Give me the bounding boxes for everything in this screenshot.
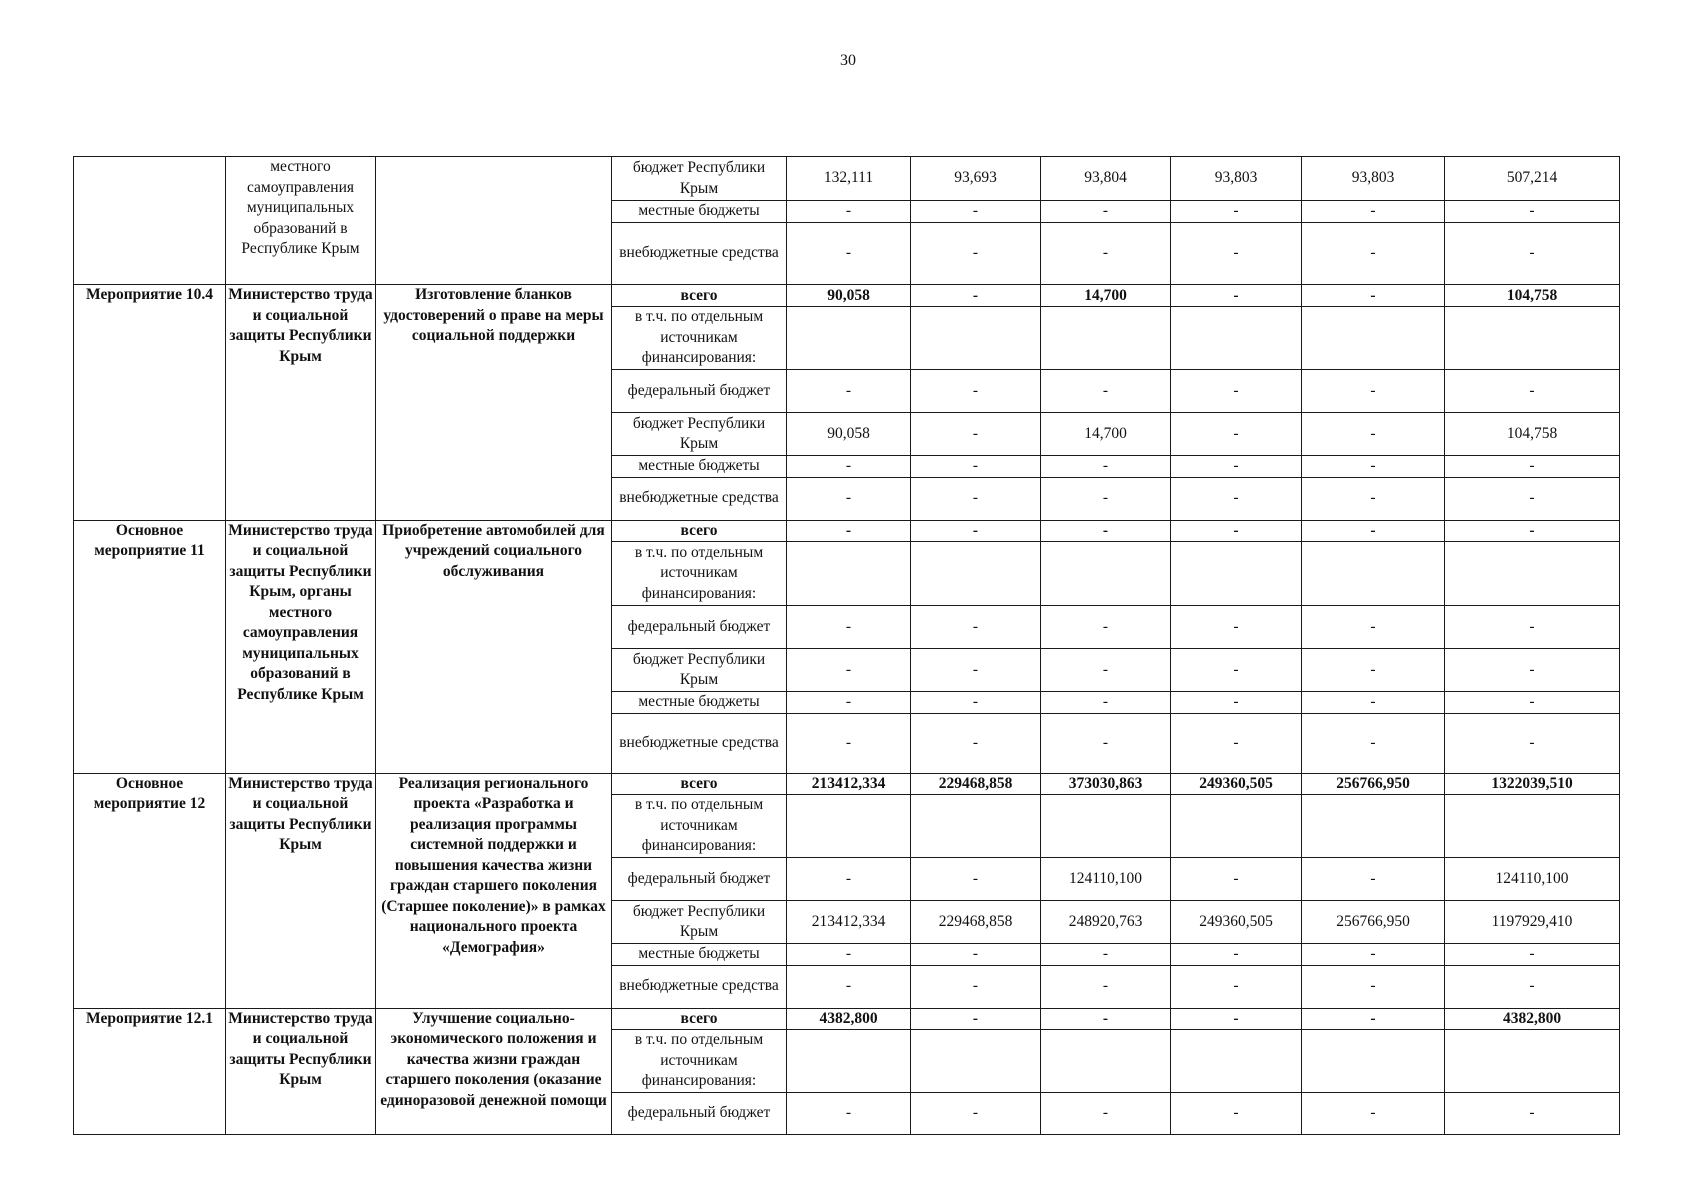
year-value-cell: -: [1041, 223, 1171, 285]
funding-source-cell: всего: [612, 520, 787, 542]
funding-source-cell: всего: [612, 1008, 787, 1030]
year-value-cell: -: [1302, 858, 1445, 901]
total-value-cell: -: [1445, 965, 1620, 1008]
year-value-cell: -: [1302, 649, 1445, 692]
funding-source-cell: бюджет Республики Крым: [612, 413, 787, 456]
year-value-cell: 4382,800: [787, 1008, 911, 1030]
year-value-cell: -: [787, 1093, 911, 1135]
year-value-cell: -: [1302, 456, 1445, 478]
funding-source-cell: в т.ч. по отдельным источникам финансирования:: [612, 542, 787, 606]
measure-cell: [74, 157, 226, 285]
page-number: 30: [840, 52, 856, 69]
year-value-cell: -: [911, 944, 1041, 966]
year-value-cell: -: [1171, 520, 1302, 542]
year-value-cell: -: [911, 713, 1041, 773]
table-body: [74, 157, 1620, 1135]
funding-source-cell: в т.ч. по отдельным источникам финансирования:: [612, 795, 787, 858]
year-value-cell: [911, 795, 1041, 858]
year-value-cell: -: [787, 858, 911, 901]
funding-source-cell: бюджет Республики Крым: [612, 157, 787, 201]
total-value-cell: 124110,100: [1445, 858, 1620, 901]
year-value-cell: 229468,858: [911, 773, 1041, 795]
total-value-cell: 4382,800: [1445, 1008, 1620, 1030]
table-row: [74, 285, 1620, 307]
year-value-cell: -: [1171, 649, 1302, 692]
year-value-cell: -: [1171, 477, 1302, 520]
year-value-cell: [1041, 795, 1171, 858]
year-value-cell: 124110,100: [1041, 858, 1171, 901]
funding-source-cell: внебюджетные средства: [612, 223, 787, 285]
year-value-cell: [911, 1030, 1041, 1093]
year-value-cell: -: [911, 285, 1041, 307]
total-value-cell: -: [1445, 713, 1620, 773]
year-value-cell: -: [1171, 285, 1302, 307]
year-value-cell: -: [1041, 713, 1171, 773]
year-value-cell: -: [911, 1093, 1041, 1135]
year-value-cell: [1041, 1030, 1171, 1093]
measure-cell: Основное мероприятие 11: [74, 520, 226, 773]
funding-source-cell: в т.ч. по отдельным источникам финансирования:: [612, 307, 787, 370]
funding-source-cell: местные бюджеты: [612, 944, 787, 966]
year-value-cell: -: [1041, 201, 1171, 223]
total-value-cell: 1322039,510: [1445, 773, 1620, 795]
year-value-cell: -: [787, 223, 911, 285]
year-value-cell: -: [911, 692, 1041, 714]
year-value-cell: -: [1171, 223, 1302, 285]
year-value-cell: -: [911, 649, 1041, 692]
year-value-cell: -: [1171, 713, 1302, 773]
year-value-cell: 213412,334: [787, 773, 911, 795]
total-value-cell: -: [1445, 201, 1620, 223]
activity-name-cell: Реализация регионального проекта «Разработка и реализация программы системной поддержки и повышения качества жизни граждан старшего поколения (Старшее поколение)» в рамках национального проекта «Демография»: [376, 773, 612, 1008]
measure-cell: Мероприятие 10.4: [74, 285, 226, 521]
year-value-cell: -: [1041, 477, 1171, 520]
total-value-cell: 507,214: [1445, 157, 1620, 201]
funding-source-cell: бюджет Республики Крым: [612, 649, 787, 692]
year-value-cell: -: [1302, 201, 1445, 223]
executor-cell: местного самоуправления муниципальных образований в Республике Крым: [226, 157, 376, 285]
year-value-cell: -: [1302, 223, 1445, 285]
year-value-cell: -: [1171, 858, 1302, 901]
year-value-cell: [1302, 1030, 1445, 1093]
executor-cell: Министерство труда и социальной защиты Республики Крым, органы местного самоуправления муниципальных образований в Республике Крым: [226, 520, 376, 773]
year-value-cell: -: [911, 520, 1041, 542]
year-value-cell: 373030,863: [1041, 773, 1171, 795]
year-value-cell: [1171, 1030, 1302, 1093]
year-value-cell: 249360,505: [1171, 773, 1302, 795]
funding-source-cell: местные бюджеты: [612, 692, 787, 714]
total-value-cell: -: [1445, 649, 1620, 692]
funding-table: [73, 156, 1620, 1135]
year-value-cell: -: [1302, 413, 1445, 456]
total-value-cell: [1445, 307, 1620, 370]
year-value-cell: -: [1302, 965, 1445, 1008]
year-value-cell: 249360,505: [1171, 901, 1302, 944]
total-value-cell: [1445, 1030, 1620, 1093]
table-row: [74, 773, 1620, 795]
total-value-cell: -: [1445, 520, 1620, 542]
total-value-cell: 104,758: [1445, 413, 1620, 456]
year-value-cell: -: [1171, 413, 1302, 456]
table-row: [74, 157, 1620, 201]
total-value-cell: -: [1445, 477, 1620, 520]
year-value-cell: [1302, 307, 1445, 370]
measure-cell: Основное мероприятие 12: [74, 773, 226, 1008]
total-value-cell: 1197929,410: [1445, 901, 1620, 944]
year-value-cell: -: [911, 965, 1041, 1008]
total-value-cell: -: [1445, 692, 1620, 714]
year-value-cell: [1302, 795, 1445, 858]
funding-source-cell: федеральный бюджет: [612, 858, 787, 901]
year-value-cell: -: [1041, 965, 1171, 1008]
funding-source-cell: местные бюджеты: [612, 201, 787, 223]
funding-source-cell: всего: [612, 773, 787, 795]
year-value-cell: 256766,950: [1302, 901, 1445, 944]
total-value-cell: 104,758: [1445, 285, 1620, 307]
year-value-cell: [1041, 307, 1171, 370]
year-value-cell: 14,700: [1041, 285, 1171, 307]
funding-source-cell: федеральный бюджет: [612, 606, 787, 649]
year-value-cell: -: [787, 649, 911, 692]
year-value-cell: -: [1041, 520, 1171, 542]
activity-name-cell: Улучшение социально-экономического положения и качества жизни граждан старшего поколения (оказание единоразовой денежной помощи: [376, 1008, 612, 1135]
funding-source-cell: всего: [612, 285, 787, 307]
year-value-cell: [787, 1030, 911, 1093]
year-value-cell: -: [1302, 520, 1445, 542]
year-value-cell: [787, 795, 911, 858]
total-value-cell: -: [1445, 223, 1620, 285]
year-value-cell: -: [911, 413, 1041, 456]
year-value-cell: -: [911, 370, 1041, 413]
year-value-cell: 90,058: [787, 413, 911, 456]
year-value-cell: -: [1171, 201, 1302, 223]
total-value-cell: [1445, 542, 1620, 606]
year-value-cell: 132,111: [787, 157, 911, 201]
year-value-cell: -: [911, 606, 1041, 649]
year-value-cell: [787, 542, 911, 606]
year-value-cell: -: [1171, 606, 1302, 649]
year-value-cell: -: [1171, 944, 1302, 966]
table-row: [74, 520, 1620, 542]
year-value-cell: -: [787, 944, 911, 966]
funding-source-cell: федеральный бюджет: [612, 370, 787, 413]
year-value-cell: [911, 307, 1041, 370]
year-value-cell: [1302, 542, 1445, 606]
year-value-cell: -: [1041, 606, 1171, 649]
year-value-cell: -: [787, 370, 911, 413]
executor-cell: Министерство труда и социальной защиты Республики Крым: [226, 773, 376, 1008]
year-value-cell: -: [787, 520, 911, 542]
year-value-cell: -: [787, 713, 911, 773]
year-value-cell: -: [911, 1008, 1041, 1030]
funding-source-cell: внебюджетные средства: [612, 477, 787, 520]
year-value-cell: -: [1302, 1008, 1445, 1030]
year-value-cell: -: [1171, 1008, 1302, 1030]
funding-source-cell: внебюджетные средства: [612, 713, 787, 773]
year-value-cell: -: [911, 858, 1041, 901]
year-value-cell: -: [787, 965, 911, 1008]
year-value-cell: 213412,334: [787, 901, 911, 944]
measure-cell: Мероприятие 12.1: [74, 1008, 226, 1135]
year-value-cell: -: [787, 456, 911, 478]
year-value-cell: 14,700: [1041, 413, 1171, 456]
funding-source-cell: бюджет Республики Крым: [612, 901, 787, 944]
year-value-cell: -: [1041, 944, 1171, 966]
year-value-cell: [1171, 307, 1302, 370]
total-value-cell: -: [1445, 370, 1620, 413]
year-value-cell: -: [1171, 965, 1302, 1008]
year-value-cell: -: [911, 223, 1041, 285]
table-row: [74, 1008, 1620, 1030]
activity-name-cell: Приобретение автомобилей для учреждений социального обслуживания: [376, 520, 612, 773]
total-value-cell: -: [1445, 1093, 1620, 1135]
year-value-cell: 93,804: [1041, 157, 1171, 201]
total-value-cell: -: [1445, 944, 1620, 966]
year-value-cell: -: [1171, 370, 1302, 413]
year-value-cell: -: [1302, 285, 1445, 307]
total-value-cell: -: [1445, 606, 1620, 649]
activity-name-cell: Изготовление бланков удостоверений о праве на меры социальной поддержки: [376, 285, 612, 521]
funding-source-cell: в т.ч. по отдельным источникам финансирования:: [612, 1030, 787, 1093]
year-value-cell: [911, 542, 1041, 606]
executor-cell: Министерство труда и социальной защиты Республики Крым: [226, 285, 376, 521]
year-value-cell: -: [787, 692, 911, 714]
year-value-cell: -: [1041, 649, 1171, 692]
year-value-cell: -: [787, 201, 911, 223]
year-value-cell: -: [1041, 456, 1171, 478]
year-value-cell: -: [1302, 606, 1445, 649]
total-value-cell: -: [1445, 456, 1620, 478]
year-value-cell: -: [911, 477, 1041, 520]
year-value-cell: 229468,858: [911, 901, 1041, 944]
year-value-cell: -: [1171, 1093, 1302, 1135]
year-value-cell: 256766,950: [1302, 773, 1445, 795]
year-value-cell: -: [1302, 713, 1445, 773]
year-value-cell: -: [787, 606, 911, 649]
year-value-cell: -: [1302, 944, 1445, 966]
year-value-cell: [1171, 542, 1302, 606]
year-value-cell: 93,803: [1171, 157, 1302, 201]
funding-source-cell: федеральный бюджет: [612, 1093, 787, 1135]
year-value-cell: -: [1302, 370, 1445, 413]
year-value-cell: -: [1302, 477, 1445, 520]
year-value-cell: 93,803: [1302, 157, 1445, 201]
funding-source-cell: внебюджетные средства: [612, 965, 787, 1008]
year-value-cell: -: [1171, 456, 1302, 478]
year-value-cell: -: [1041, 370, 1171, 413]
year-value-cell: 90,058: [787, 285, 911, 307]
year-value-cell: [1041, 542, 1171, 606]
year-value-cell: -: [911, 456, 1041, 478]
year-value-cell: 248920,763: [1041, 901, 1171, 944]
executor-cell: Министерство труда и социальной защиты Республики Крым: [226, 1008, 376, 1135]
activity-name-cell: [376, 157, 612, 285]
year-value-cell: -: [911, 201, 1041, 223]
year-value-cell: -: [1302, 692, 1445, 714]
year-value-cell: -: [1171, 692, 1302, 714]
year-value-cell: -: [787, 477, 911, 520]
year-value-cell: -: [1041, 1008, 1171, 1030]
year-value-cell: -: [1041, 1093, 1171, 1135]
year-value-cell: [787, 307, 911, 370]
year-value-cell: 93,693: [911, 157, 1041, 201]
year-value-cell: -: [1041, 692, 1171, 714]
total-value-cell: [1445, 795, 1620, 858]
funding-source-cell: местные бюджеты: [612, 456, 787, 478]
year-value-cell: -: [1302, 1093, 1445, 1135]
year-value-cell: [1171, 795, 1302, 858]
